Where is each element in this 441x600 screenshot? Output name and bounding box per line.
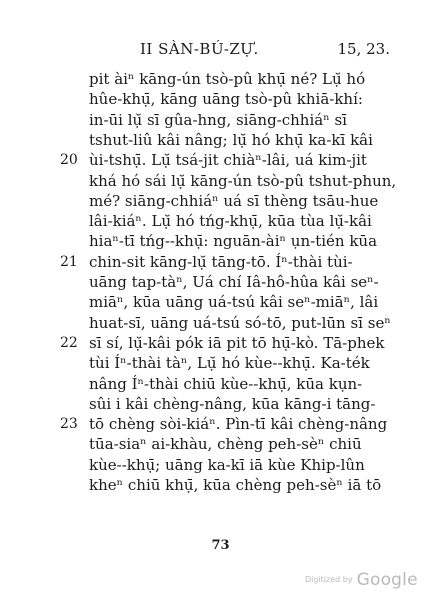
text-line: hiaⁿ-tī tńg--khụ̄: nguān-àiⁿ ụn-tién kūa — [89, 232, 378, 250]
text-line: huat-sī, uāng uá-tsú só-tō, put-lūn sī seⁿ — [89, 314, 391, 332]
text-line: tshut-liû kâi nâng; lụ̆ hó khụ̄ ka-kī kâi — [89, 131, 373, 149]
digitized-watermark — [305, 570, 418, 590]
page-number: 73 — [211, 538, 230, 553]
text-line: kheⁿ chiū khụ̄, kūa chèng peh-sèⁿ iā tō — [89, 476, 382, 494]
text-line: hûe-khụ̄, kāng uāng tsò-pû khiā-khí: — [89, 90, 363, 108]
verse-number: 23 — [60, 416, 78, 432]
verse-number: 21 — [60, 254, 78, 270]
text-line: khá hó sái lụ̆ kāng-ún tsò-pû tshut-phun, — [89, 172, 397, 190]
book-title: II SÀN-BÚ-ZỰ. — [140, 40, 259, 58]
text-line: tūa-siaⁿ ai-khàu, chèng peh-sèⁿ chiū — [89, 435, 362, 453]
text-line: chin-sit kāng-lụ̆ tāng-tō. Íⁿ-thài tùi- — [89, 253, 353, 271]
text-line: sī sí, lụ̆-kâi pók iā pit tō hụ̄-kò. Tā-phek — [89, 334, 385, 352]
chapter-verse-reference: 15, 23. — [337, 40, 390, 58]
text-line: tùi Íⁿ-thài tàⁿ, Lụ̆ hó kùe--khụ̄. Ka-ték — [89, 354, 370, 372]
text-line: tō chèng sòi-kiáⁿ. Pìn-tī kâi chèng-nâng — [89, 415, 388, 433]
verse-number: 20 — [60, 152, 78, 168]
digitized-by-label: Digitized by — [305, 575, 353, 584]
text-line: nâng Íⁿ-thài chiū kùe--khụ̄, kūa kụn- — [89, 375, 363, 393]
text-line: sûi i kâi chèng-nâng, kūa kāng-i tāng- — [89, 395, 376, 413]
text-line: in-ūi lụ̆ sī gûa-hng, siāng-chhiáⁿ sī — [89, 111, 347, 129]
text-line: mé? siāng-chhiáⁿ uá sī thèng tsāu-hue — [89, 192, 379, 210]
text-line: pit àiⁿ kāng-ún tsò-pû khụ̄ né? Lụ̆ hó — [89, 70, 366, 88]
text-line: miāⁿ, kūa uāng uá-tsú kâi seⁿ-miāⁿ, lâi — [89, 293, 379, 311]
text-line: kùe--khụ̄; uāng ka-kī iā kùe Khip-lûn — [89, 456, 365, 474]
text-line: uāng tap-tàⁿ, Uá chí Iâ-hô-hûa kâi seⁿ- — [89, 273, 379, 291]
verse-number: 22 — [60, 335, 78, 351]
text-line: lâi-kiáⁿ. Lụ̆ hó tńg-khụ̄, kūa tùa lụ̆-kâi — [89, 212, 372, 230]
text-line: ùi-tshụ̄. Lụ̆ tsá-jit chiàⁿ-lâi, uá kim-jit — [89, 151, 367, 169]
google-logo: Google — [356, 570, 418, 590]
